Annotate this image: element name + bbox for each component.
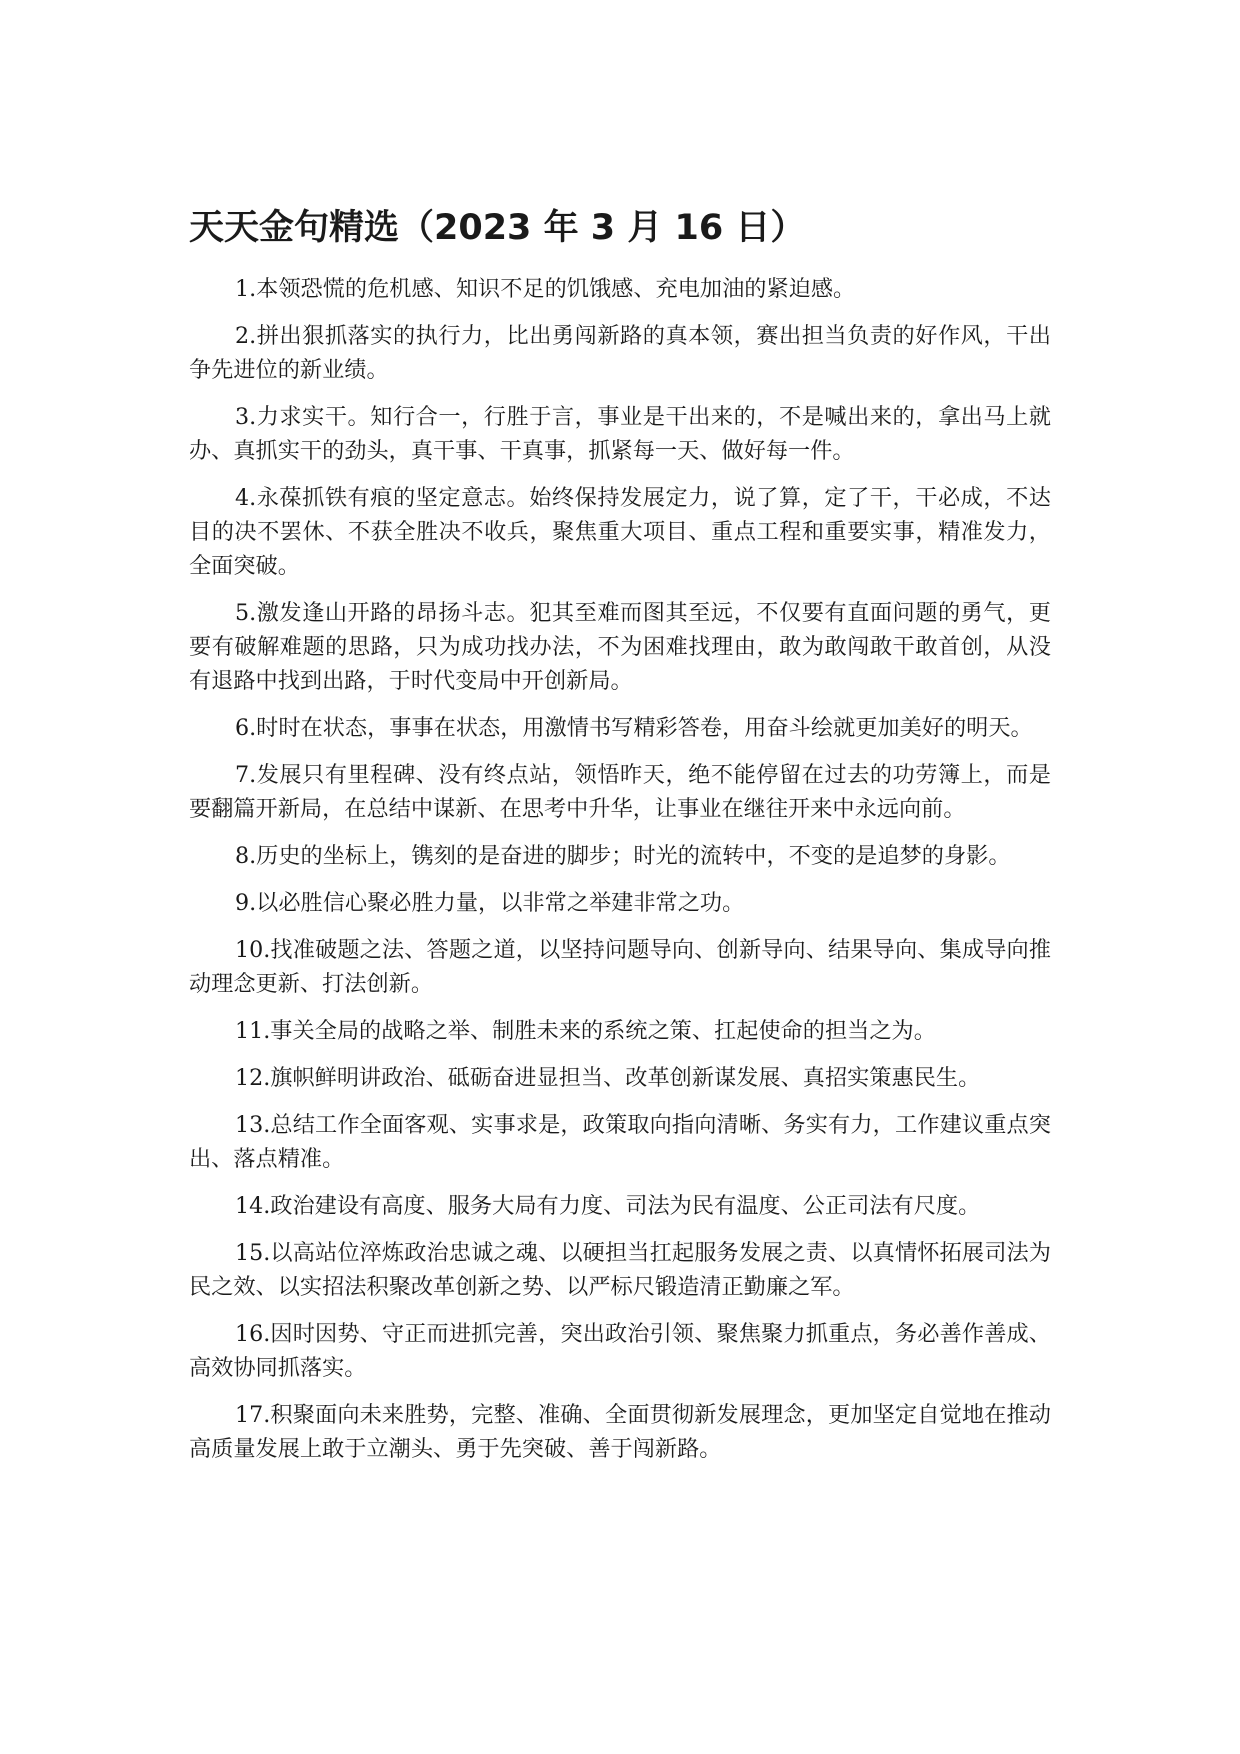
quote-item-3: 3.力求实干。知行合一，行胜于言，事业是干出来的，不是喊出来的，拿出马上就办、真抓实干的劲头，真干事、干真事，抓紧每一天、做好每一件。	[189, 404, 1051, 464]
quote-item-8: 8.历史的坐标上，镌刻的是奋进的脚步；时光的流转中，不变的是追梦的身影。	[235, 843, 1011, 869]
quote-item-1: 1.本领恐慌的危机感、知识不足的饥饿感、充电加油的紧迫感。	[235, 276, 856, 302]
quote-item-16: 16.因时因势、守正而进抓完善，突出政治引领、聚焦聚力抓重点，务必善作善成、高效协同抓落实。	[189, 1321, 1051, 1381]
quote-item-7: 7.发展只有里程碑、没有终点站，领悟昨天，绝不能停留在过去的功劳簿上，而是要翻篇开新局，在总结中谋新、在思考中升华，让事业在继往开来中永远向前。	[189, 762, 1051, 822]
quote-item-10: 10.找准破题之法、答题之道，以坚持问题导向、创新导向、结果导向、集成导向推动理念更新、打法创新。	[189, 937, 1051, 997]
quote-item-13: 13.总结工作全面客观、实事求是，政策取向指向清晰、务实有力，工作建议重点突出、落点精准。	[189, 1112, 1051, 1172]
quote-item-17: 17.积聚面向未来胜势，完整、准确、全面贯彻新发展理念，更加坚定自觉地在推动高质量发展上敢于立潮头、勇于先突破、善于闯新路。	[189, 1402, 1051, 1462]
quote-item-11: 11.事关全局的战略之举、制胜未来的系统之策、扛起使命的担当之为。	[235, 1018, 936, 1044]
quote-item-9: 9.以必胜信心聚必胜力量，以非常之举建非常之功。	[235, 890, 745, 916]
quote-item-12: 12.旗帜鲜明讲政治、砥砺奋进显担当、改革创新谋发展、真招实策惠民生。	[235, 1065, 981, 1091]
document-title: 天天金句精选（2023 年 3 月 16 日）	[189, 208, 806, 248]
quote-item-2: 2.拼出狠抓落实的执行力，比出勇闯新路的真本领，赛出担当负责的好作风，干出争先进位的新业绩。	[189, 323, 1051, 383]
quote-item-5: 5.激发逢山开路的昂扬斗志。犯其至难而图其至远，不仅要有直面问题的勇气，更要有破解难题的思路，只为成功找办法，不为困难找理由，敢为敢闯敢干敢首创，从没有退路中找到出路，于时代变局中开创新局。	[189, 600, 1051, 694]
quote-item-15: 15.以高站位淬炼政治忠诚之魂、以硬担当扛起服务发展之责、以真情怀拓展司法为民之效、以实招法积聚改革创新之势、以严标尺锻造清正勤廉之军。	[189, 1240, 1051, 1300]
quote-item-6: 6.时时在状态，事事在状态，用激情书写精彩答卷，用奋斗绘就更加美好的明天。	[235, 715, 1033, 741]
quote-list	[189, 272, 1051, 1466]
quote-item-4: 4.永葆抓铁有痕的坚定意志。始终保持发展定力，说了算，定了干，干必成，不达目的决不罢休、不获全胜决不收兵，聚焦重大项目、重点工程和重要实事，精准发力，全面突破。	[189, 485, 1051, 579]
document-body	[189, 200, 1051, 1479]
quote-item-14: 14.政治建设有高度、服务大局有力度、司法为民有温度、公正司法有尺度。	[235, 1193, 981, 1219]
